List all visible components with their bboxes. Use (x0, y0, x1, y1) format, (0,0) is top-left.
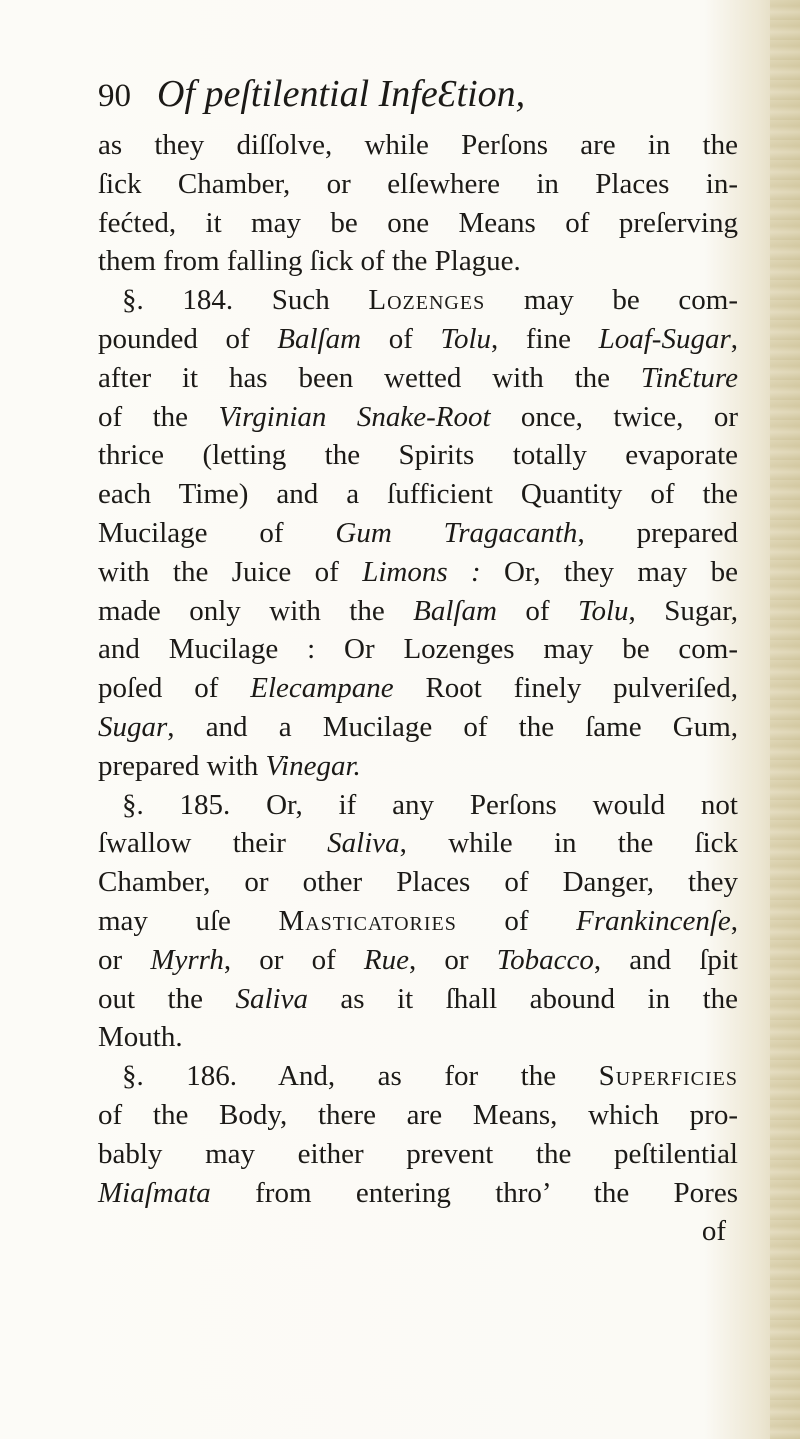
text-span: thrice (letting the Spirits totally evaporate (98, 439, 738, 472)
text-span: of the (98, 400, 219, 433)
text-span: may uſe (98, 904, 279, 937)
text-span: §. 185. Or, if any Perſons would not (122, 788, 738, 821)
italic-text: Myrrh (150, 943, 224, 976)
text-span: §. 184. Such (122, 284, 369, 317)
text-span: as they diſſolve, while Perſons are in the (98, 129, 738, 161)
text-line (98, 436, 738, 475)
text-line (98, 1018, 738, 1057)
italic-text: Balſam (277, 322, 362, 355)
text-line (98, 747, 738, 786)
text-line (98, 475, 738, 514)
italic-text: Virginian Snake-Root (218, 400, 491, 433)
page-header (98, 72, 738, 122)
text-span: Mouth. (98, 1021, 183, 1054)
text-line (98, 630, 738, 669)
text-span: fećted, it may be one Means of preſerving (98, 206, 738, 239)
text-line (98, 242, 738, 281)
text-span: , (730, 904, 738, 937)
text-span: after it has been wetted with the (98, 361, 641, 394)
text-span: pounded of (98, 322, 278, 355)
small-caps-text: Superficies (598, 1060, 738, 1093)
text-span: , while in the ſick (399, 827, 738, 860)
italic-text: Tolu (578, 594, 629, 627)
text-line (98, 320, 738, 359)
text-line (98, 398, 738, 437)
italic-text: Tobacco (496, 943, 594, 976)
text-span: and Mucilage : Or Lozenges may be com- (98, 633, 738, 666)
italic-text: Tolu (440, 322, 492, 355)
text-span: prepared with (98, 749, 266, 782)
text-span: , or (408, 943, 497, 976)
body-text (98, 126, 738, 1251)
text-line (98, 786, 738, 825)
italic-text: Vinegar. (265, 749, 361, 782)
text-span: Mucilage of (98, 516, 336, 549)
text-line (98, 1057, 738, 1096)
text-span: bably may either prevent the peſtilential (98, 1137, 738, 1170)
text-span: may be com- (485, 284, 738, 317)
text-span: §. 186. And, as for the (122, 1060, 599, 1093)
text-span: Root finely pulveriſed, (393, 672, 738, 705)
text-span: of (361, 322, 441, 355)
text-line (98, 1096, 738, 1135)
text-span: ſwallow their (98, 827, 328, 860)
text-line (98, 980, 738, 1019)
text-span: of (456, 904, 577, 937)
text-line (98, 359, 738, 398)
italic-text: Rue (363, 943, 409, 976)
italic-text: Gum Tragacanth (335, 516, 578, 549)
text-span: them from falling ſick of the Plague. (98, 245, 521, 278)
text-span: made only with the (98, 594, 414, 627)
text-line (98, 1174, 738, 1213)
text-span: out the (98, 982, 236, 1015)
italic-text: Saliva (235, 982, 308, 1015)
text-line (98, 824, 738, 863)
text-span: poſed of (98, 672, 251, 705)
italic-text: Elecampane (250, 672, 394, 705)
text-line (98, 1135, 738, 1174)
text-line (98, 941, 738, 980)
text-span: from entering thro’ the Pores (210, 1176, 738, 1209)
text-line (98, 204, 738, 243)
running-head: Of peſtilential InfeƐtion, (157, 73, 526, 115)
text-span: as it ſhall abound in the (307, 982, 738, 1015)
text-span: , or of (223, 943, 364, 976)
italic-text: Limons : (362, 555, 481, 588)
text-line (98, 902, 738, 941)
text-span: , prepared (577, 516, 738, 549)
text-line (98, 708, 738, 747)
italic-text: Saliva (327, 827, 400, 860)
page-number: 90 (98, 78, 131, 114)
text-span: of (496, 594, 579, 627)
text-span: , fine (491, 322, 599, 355)
text-span: of (701, 1215, 726, 1248)
text-span: with the Juice of (98, 555, 363, 588)
italic-text: Frankincenſe (576, 904, 731, 937)
italic-text: Miaſmata (98, 1176, 211, 1209)
text-span: , Sugar, (628, 594, 738, 627)
text-span: ſick Chamber, or elſewhere in Places in- (98, 167, 738, 200)
italic-text: Balſam (413, 594, 497, 627)
page-edge (770, 0, 800, 1439)
text-span: , and ſpit (593, 943, 738, 976)
italic-text: Loaf-Sugar (598, 322, 731, 355)
text-span: , (730, 322, 738, 355)
text-line (98, 592, 738, 631)
small-caps-text: Lozenges (368, 284, 486, 317)
text-span: Chamber, or other Places of Danger, they (98, 866, 738, 899)
text-line (98, 669, 738, 708)
italic-text: Sugar (98, 710, 168, 743)
text-span: once, twice, or (490, 400, 738, 433)
text-span: of the Body, there are Means, which pro- (98, 1098, 738, 1131)
small-caps-text: Masticatories (278, 904, 457, 937)
text-span: each Time) and a ſufficient Quantity of the (98, 478, 738, 511)
text-span: , and a Mucilage of the ſame Gum, (167, 710, 738, 743)
text-line (98, 126, 738, 165)
text-line (98, 165, 738, 204)
text-span: Or, they may be (480, 555, 738, 588)
catchword (98, 1212, 738, 1251)
text-line (98, 281, 738, 320)
italic-text: TinƐture (640, 361, 738, 394)
text-span: or (98, 943, 151, 976)
text-line (98, 514, 738, 553)
text-line (98, 863, 738, 902)
text-line (98, 553, 738, 592)
